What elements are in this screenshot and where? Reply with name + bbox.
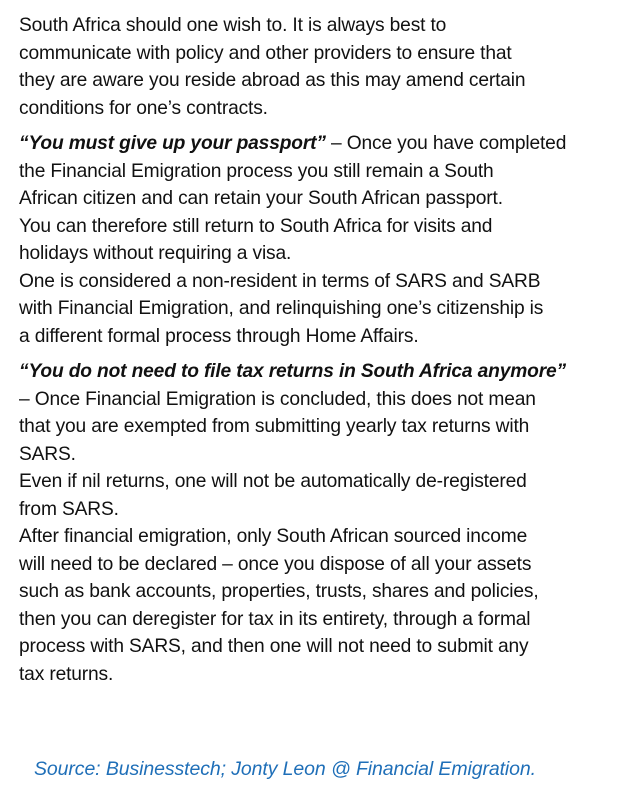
text-line: South Africa should one wish to. It is always best to — [19, 15, 447, 36]
text-line: communicate with policy and other providers to ensure that — [19, 42, 512, 64]
text-line: African citizen and can retain your South African passport. — [19, 188, 503, 209]
text-line: holidays without requiring a visa. — [19, 243, 292, 264]
paragraph-tax-returns-myth — [19, 358, 611, 688]
text-line: the Financial Emigration process you still remain a South — [19, 160, 494, 182]
text-line: One is considered a non-resident in terms of SARS and SARB — [19, 270, 541, 292]
text-line: will need to be declared – once you dispose of all your assets — [19, 553, 532, 575]
document-body — [19, 12, 611, 688]
text-line: then you can deregister for tax in its entirety, through a formal — [19, 608, 531, 630]
text-line: such as bank accounts, properties, trusts, shares and policies, — [19, 581, 539, 602]
text-line: tax returns. — [19, 663, 114, 685]
text-line: with Financial Emigration, and relinquishing one’s citizenship is — [19, 298, 544, 319]
text-line: – Once Financial Emigration is concluded, this does not mean — [19, 388, 536, 410]
paragraph-intro — [19, 12, 611, 122]
text-line: You can therefore still return to South Africa for visits and — [19, 215, 493, 237]
text-line: process with SARS, and then one will not need to submit any — [19, 636, 529, 657]
myth-heading-tax-returns: “You do not need to file tax returns in South Africa anymore” — [19, 361, 566, 382]
text-line — [19, 130, 611, 158]
text-line: that you are exempted from submitting yearly tax returns with — [19, 416, 530, 437]
source-citation: Source: Businesstech; Jonty Leon @ Financial Emigration. — [34, 758, 536, 780]
text-line: they are aware you reside abroad as this may amend certain — [19, 70, 526, 91]
text-line: conditions for one’s contracts. — [19, 97, 268, 119]
text-line: a different formal process through Home Affairs. — [19, 325, 419, 347]
text-line: SARS. — [19, 443, 76, 465]
myth-heading-rest: – Once you have completed — [325, 133, 567, 154]
text-line: Even if nil returns, one will not be automatically de-registered — [19, 471, 527, 492]
paragraph-passport-myth — [19, 130, 611, 350]
text-line: After financial emigration, only South African sourced income — [19, 526, 528, 547]
text-line: from SARS. — [19, 498, 119, 520]
myth-heading-passport: “You must give up your passport” — [19, 133, 326, 154]
